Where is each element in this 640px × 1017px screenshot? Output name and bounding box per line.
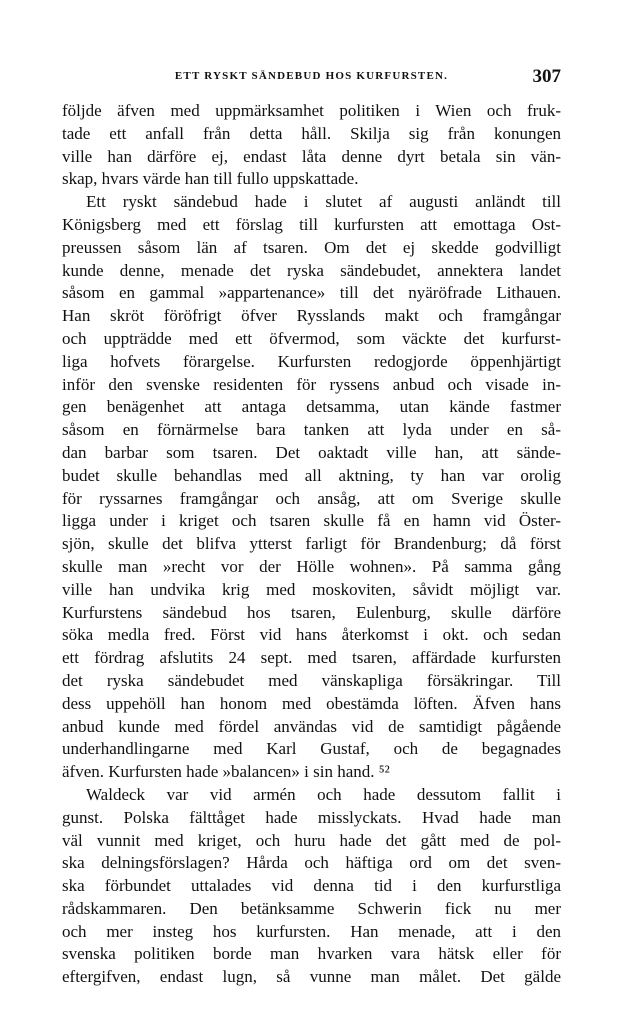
body-text xyxy=(62,100,561,989)
text-line: följde äfven med uppmärksamhet politiken i Wien och fruk- xyxy=(62,101,561,120)
text-line: ska delningsförslagen? Hårda och häftiga ord om det sven- xyxy=(62,853,561,873)
text-line: tade ett anfall från detta håll. Skilja sig från konungen xyxy=(62,123,561,143)
text-line: söka medla fred. Först vid hans återkomst i okt. och sedan xyxy=(62,625,561,645)
text-line: skap, hvars värde han till fullo uppskattade. xyxy=(62,169,359,189)
text-line: rådskammaren. Den betänksamme Schwerin fick nu mer xyxy=(62,898,561,918)
text-line: såsom en förnärmelse bara tanken att lyda under en så- xyxy=(62,420,561,440)
text-line: inför den svenske residenten för ryssens anbud och visade in- xyxy=(62,374,561,394)
text-line: ska förbundet uttalades vid denna tid i den kurfurstliga xyxy=(62,876,561,896)
text-line: preussen såsom län af tsaren. Om det ej skedde godvilligt xyxy=(62,237,561,257)
text-line: Ett ryskt sändebud hade i slutet af augusti anländt till xyxy=(86,192,561,212)
text-line: och mer insteg hos kurfursten. Han menade, att i den xyxy=(62,921,561,941)
text-line: ville han därföre ej, endast låta denne dyrt betala sin vän- xyxy=(62,146,561,166)
text-line: det ryska sändebudet med vänskapliga försäkringar. Till xyxy=(62,670,561,690)
text-line: Königsberg med ett förslag till kurfursten att emottaga Ost- xyxy=(62,214,561,234)
text-line: väl vunnit med kriget, och huru hade det gått med de pol- xyxy=(62,830,561,850)
text-line: budet skulle behandlas med all aktning, ty han var orolig xyxy=(62,465,561,485)
text-line: ett fördrag afslutits 24 sept. med tsaren, affärdade kurfursten xyxy=(62,648,561,668)
text-line: ligga under i kriget och tsaren skulle få en hamn vid Öster- xyxy=(62,511,561,531)
page-number: 307 xyxy=(532,66,561,87)
running-title: ETT RYSKT SÄNDEBUD HOS KURFURSTEN. xyxy=(174,70,449,82)
text-line: kunde denne, menade det ryska sändebudet, annektera landet xyxy=(62,260,561,280)
text-line: gunst. Polska fälttåget hade misslyckats. Hvad hade man xyxy=(62,807,561,827)
text-line: äfven. Kurfursten hade »balancen» i sin hand. ⁵² xyxy=(62,762,390,782)
text-line: och uppträdde med ett öfvermod, som väckte det kurfurst- xyxy=(62,328,561,348)
text-line: såsom en gammal »appartenance» till det nyäröfrade Lithauen. xyxy=(62,283,561,303)
text-line: eftergifven, endast lugn, så vunne man målet. Det gälde xyxy=(62,967,561,987)
text-line: gen benägenhet att antaga detsamma, utan kände fastmer xyxy=(62,397,561,417)
text-line: Waldeck var vid armén och hade dessutom fallit i xyxy=(86,784,561,804)
text-line: för ryssarnes framgångar och ansåg, att om Sverige skulle xyxy=(62,488,561,508)
text-line: liga hofvets förargelse. Kurfursten redogjorde öppenhjärtigt xyxy=(62,351,561,371)
text-line: dan barbar som tsaren. Det oaktadt ville han, att sände- xyxy=(62,442,561,462)
text-line: skulle man »recht vor der Hölle wohnen». På samma gång xyxy=(62,556,561,576)
text-line: underhandlingarne med Karl Gustaf, och de begagnades xyxy=(62,739,561,759)
text-line: ville han undvika krig med moskoviten, såvidt möjligt var. xyxy=(62,579,561,599)
text-line: Han skröt föröfrigt öfver Rysslands makt och framgångar xyxy=(62,306,561,326)
text-line: sjön, skulle det blifva ytterst farligt för Brandenburg; då först xyxy=(62,534,561,554)
running-head xyxy=(62,66,561,88)
text-line: anbud kunde med fördel användas vid de samtidigt pågående xyxy=(62,716,561,736)
text-line: svenska politiken borde man hvarken vara hätsk eller för xyxy=(62,944,561,964)
text-line: dess uppehöll han honom med obestämda löften. Äfven hans xyxy=(62,693,561,713)
text-line: Kurfurstens sändebud hos tsaren, Eulenburg, skulle därföre xyxy=(62,602,561,622)
